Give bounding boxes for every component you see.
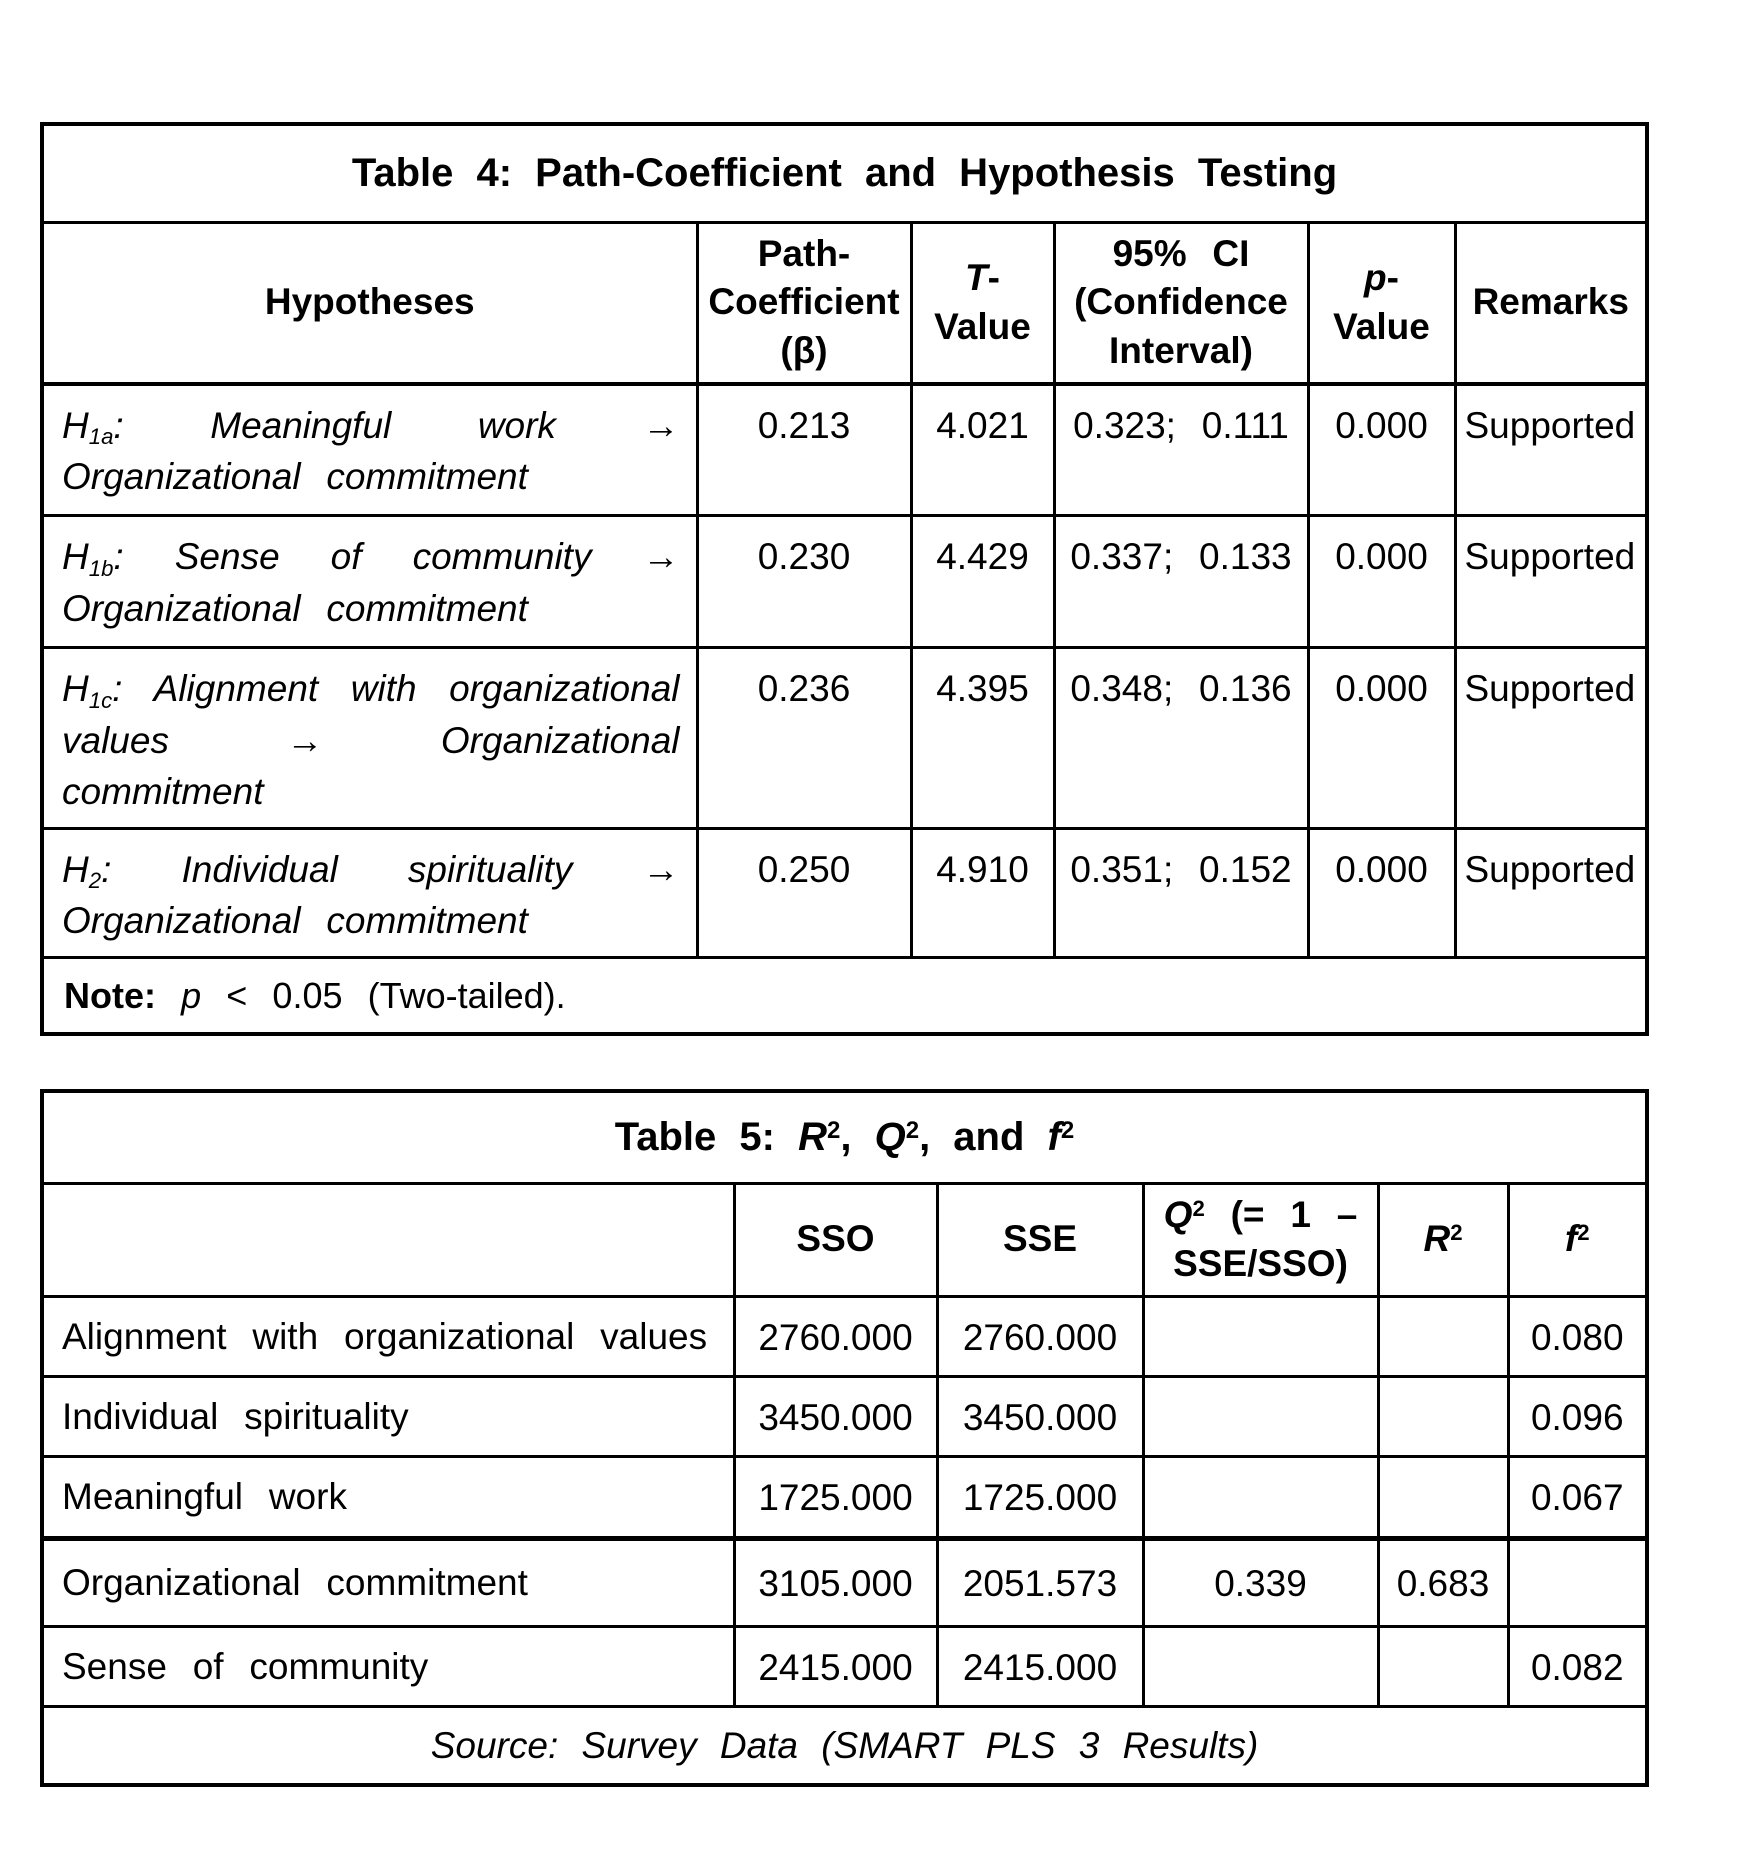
p-value: 0.000 — [1308, 648, 1455, 828]
t-value: 4.429 — [911, 516, 1054, 648]
f-symbol: f — [1564, 1218, 1578, 1260]
table5-title-row — [42, 1091, 1647, 1183]
table5-title — [42, 1091, 1647, 1183]
header-confidence-interval — [1054, 222, 1308, 384]
f-superscript: 2 — [1060, 1117, 1075, 1145]
table4-title-row — [42, 124, 1647, 222]
ci-value: 0.348; 0.136 — [1054, 648, 1308, 828]
r-symbol: R — [798, 1115, 827, 1160]
sso-value: 3105.000 — [734, 1538, 937, 1626]
sse-value: 1725.000 — [937, 1456, 1143, 1538]
sso-value: 2415.000 — [734, 1626, 937, 1706]
header-q2 — [1143, 1183, 1378, 1296]
ci-value: 0.337; 0.133 — [1054, 516, 1308, 648]
table4-title: Table 4: Path-Coefficient and Hypothesis Testing — [42, 124, 1647, 222]
hypothesis-subscript: 1c — [88, 687, 113, 713]
r2-value — [1378, 1626, 1508, 1706]
t-value: 4.021 — [911, 384, 1054, 516]
hypothesis-text: : Sense of community → Organizational commitment — [62, 536, 680, 629]
r2-value — [1378, 1456, 1508, 1538]
r2-value — [1378, 1376, 1508, 1456]
header-path-beta: (β) — [780, 330, 828, 372]
q2-value — [1143, 1296, 1378, 1376]
construct-label: Alignment with organizational values — [42, 1296, 734, 1376]
f2-value: 0.080 — [1508, 1296, 1647, 1376]
header-r2 — [1378, 1183, 1508, 1296]
note-text: < 0.05 (Two-tailed). — [226, 974, 566, 1016]
header-ci-line2: (Confidence — [1074, 281, 1288, 323]
f2-value: 0.067 — [1508, 1456, 1647, 1538]
header-q2-line1 — [1153, 1191, 1369, 1240]
hypothesis-text: : Individual spirituality → Organizational commitment — [62, 848, 680, 941]
p-value: 0.000 — [1308, 828, 1455, 957]
table-row-h1b — [42, 516, 1647, 648]
ci-value: 0.351; 0.152 — [1054, 828, 1308, 957]
table-row-sense-of-community — [42, 1626, 1647, 1706]
header-p-line1 — [1318, 254, 1446, 303]
p-value: 0.000 — [1308, 384, 1455, 516]
document-page — [0, 122, 1740, 1850]
title-separator2: , and — [919, 1115, 1025, 1160]
t-dash: - — [987, 256, 1000, 298]
construct-label: Meaningful work — [42, 1456, 734, 1538]
beta-value: 0.236 — [697, 648, 911, 828]
r2-value: 0.683 — [1378, 1538, 1508, 1626]
t-value: 4.395 — [911, 648, 1054, 828]
remark-value: Supported — [1455, 828, 1647, 957]
t-value: 4.910 — [911, 828, 1054, 957]
p-symbol: p — [1364, 256, 1387, 298]
table5-source-row — [42, 1706, 1647, 1785]
r2-value — [1378, 1296, 1508, 1376]
note-label: Note: — [64, 974, 156, 1016]
construct-label: Organizational commitment — [42, 1538, 734, 1626]
hypothesis-symbol: H — [62, 668, 89, 710]
sso-value: 1725.000 — [734, 1456, 937, 1538]
q-symbol: Q — [874, 1115, 906, 1160]
sso-value: 3450.000 — [734, 1376, 937, 1456]
f-superscript: 2 — [1577, 1220, 1590, 1246]
header-p-value — [1308, 222, 1455, 384]
header-t-line2: Value — [934, 305, 1031, 347]
table-row-alignment — [42, 1296, 1647, 1376]
table-row-meaningful-work — [42, 1456, 1647, 1538]
q2-value: 0.339 — [1143, 1538, 1378, 1626]
hypothesis-text: : Alignment with organizational values → Organizational commitment — [62, 668, 680, 812]
title-separator1: , — [840, 1115, 852, 1160]
header-p-line2: Value — [1333, 305, 1430, 347]
header-q2-line2: SSE/SSO) — [1173, 1242, 1348, 1284]
header-construct-blank — [42, 1183, 734, 1296]
hypothesis-subscript: 2 — [88, 867, 102, 893]
source-note: Source: Survey Data (SMART PLS 3 Results) — [42, 1706, 1647, 1785]
header-sse: SSE — [937, 1183, 1143, 1296]
t-symbol: T — [965, 256, 988, 298]
f2-value: 0.096 — [1508, 1376, 1647, 1456]
table4-note-row — [42, 957, 1647, 1034]
ci-value: 0.323; 0.111 — [1054, 384, 1308, 516]
note-p-symbol: p — [181, 974, 202, 1016]
r2-q2-f2-table — [40, 1089, 1649, 1786]
hypothesis-subscript: 1a — [88, 424, 114, 450]
table4-header-row — [42, 222, 1647, 384]
sse-value: 2760.000 — [937, 1296, 1143, 1376]
remark-value: Supported — [1455, 384, 1647, 516]
construct-label: Individual spirituality — [42, 1376, 734, 1456]
table-row-h1c — [42, 648, 1647, 828]
header-t-line1 — [921, 254, 1045, 303]
beta-value: 0.230 — [697, 516, 911, 648]
hypothesis-text: : Meaningful work → Organizational commitment — [62, 404, 680, 498]
hypothesis-cell — [42, 516, 697, 648]
hypothesis-symbol: H — [62, 848, 89, 890]
header-remarks: Remarks — [1455, 222, 1647, 384]
construct-label: Sense of community — [42, 1626, 734, 1706]
hypothesis-cell — [42, 828, 697, 957]
sse-value: 3450.000 — [937, 1376, 1143, 1456]
table5-header-row — [42, 1183, 1647, 1296]
sse-value: 2051.573 — [937, 1538, 1143, 1626]
sse-value: 2415.000 — [937, 1626, 1143, 1706]
remark-value: Supported — [1455, 516, 1647, 648]
q-superscript: 2 — [1192, 1195, 1205, 1221]
note-cell — [42, 957, 1647, 1034]
table-row-organizational-commitment — [42, 1538, 1647, 1626]
header-hypotheses: Hypotheses — [42, 222, 697, 384]
r-superscript: 2 — [826, 1117, 841, 1145]
header-f2 — [1508, 1183, 1647, 1296]
header-path-coefficient — [697, 222, 911, 384]
header-t-value — [911, 222, 1054, 384]
header-ci-line3: Interval) — [1109, 330, 1253, 372]
p-dash: - — [1386, 256, 1399, 298]
q-superscript: 2 — [905, 1117, 920, 1145]
f2-value: 0.082 — [1508, 1626, 1647, 1706]
hypothesis-cell — [42, 648, 697, 828]
header-path-line2: Coefficient — [708, 281, 900, 323]
table5-title-prefix: Table 5: — [614, 1115, 775, 1160]
q2-formula: (= 1 – — [1230, 1193, 1358, 1235]
beta-value: 0.250 — [697, 828, 911, 957]
r-symbol: R — [1423, 1218, 1451, 1260]
q2-value — [1143, 1626, 1378, 1706]
p-value: 0.000 — [1308, 516, 1455, 648]
r-superscript: 2 — [1450, 1220, 1463, 1246]
hypothesis-symbol: H — [62, 536, 89, 578]
header-path-line1: Path- — [757, 232, 851, 274]
table-row-h1a — [42, 384, 1647, 516]
table-row-h2 — [42, 828, 1647, 957]
q-symbol: Q — [1163, 1193, 1193, 1235]
header-ci-line1: 95% CI — [1112, 232, 1250, 274]
q2-value — [1143, 1456, 1378, 1538]
sso-value: 2760.000 — [734, 1296, 937, 1376]
q2-value — [1143, 1376, 1378, 1456]
f-symbol: f — [1047, 1115, 1061, 1160]
hypothesis-subscript: 1b — [88, 555, 114, 581]
hypothesis-symbol: H — [62, 404, 89, 446]
header-sso: SSO — [734, 1183, 937, 1296]
beta-value: 0.213 — [697, 384, 911, 516]
table-row-individual-spirituality — [42, 1376, 1647, 1456]
hypothesis-cell — [42, 384, 697, 516]
path-coefficient-table — [40, 122, 1649, 1036]
remark-value: Supported — [1455, 648, 1647, 828]
f2-value — [1508, 1538, 1647, 1626]
